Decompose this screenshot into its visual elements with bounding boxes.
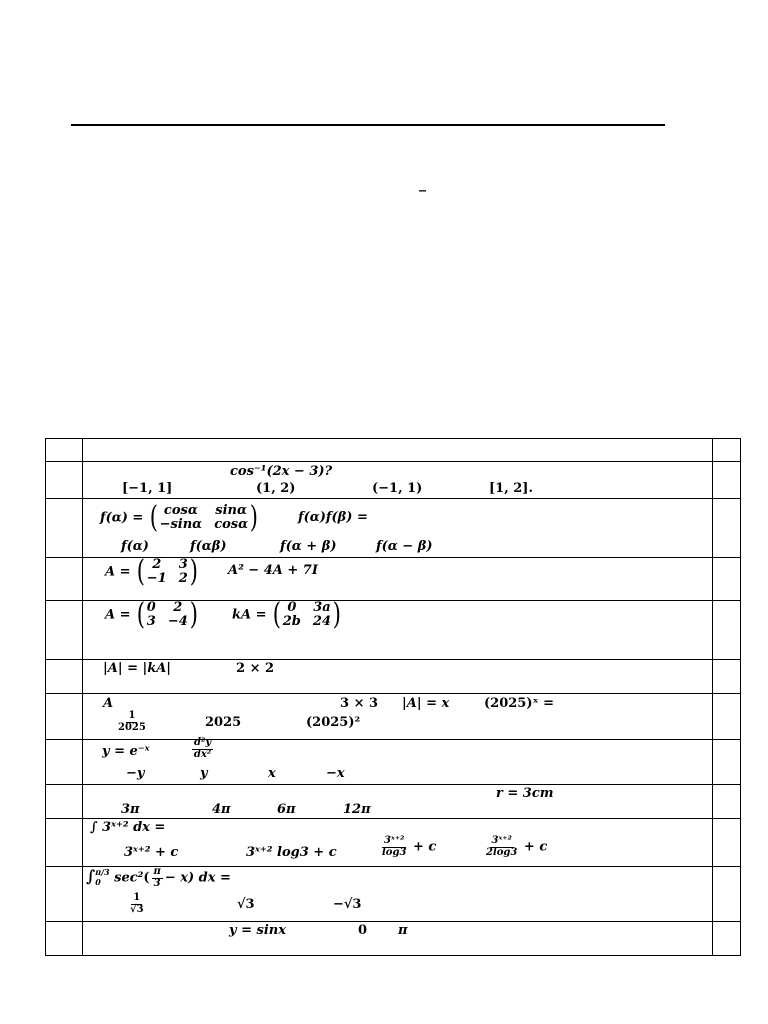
q1-option-d: [1, 2]. [489, 481, 533, 496]
q1-option-c: (−1, 1) [372, 481, 423, 496]
q10-option-b: √3 [237, 897, 255, 912]
q9-integral: ∫ 3ˣ⁺² dx = [90, 820, 166, 835]
q10-integral: ∫ π/3 0 sec²( $\frac{\pi}{3}$ − x) dx = [86, 866, 231, 889]
q2-option-b: f(αβ) [190, 539, 227, 554]
q1-stem: cos⁻¹(2x − 3)? [230, 464, 333, 479]
q7-option-c: x [268, 766, 276, 781]
q6-det: |A| = x [402, 696, 450, 711]
q8-option-d: 12π [343, 802, 371, 817]
q9-option-d: $\frac{\text{3ˣ⁺²}}{2\log 3}$ + c [486, 835, 548, 858]
q4-matrix-a: A = ( 0 2 3 −4 ) [105, 597, 198, 632]
q6-expression: (2025)ˣ = [484, 696, 555, 711]
q5-determinant: |A| = |kA| [103, 661, 172, 676]
q6-option-a: $\frac{1}{2025}$ [118, 710, 146, 733]
q6-option-b: 2025 [205, 715, 242, 730]
q4-matrix-ka: kA = ( 0 3a 2b 24 ) [232, 597, 341, 632]
q3-expression: A² − 4A + 7I [228, 563, 318, 578]
q8-option-a: 3π [121, 802, 140, 817]
q2-option-d: f(α − β) [376, 539, 433, 554]
q9-option-c: $\frac{\text{3ˣ⁺²}}{\log 3}$ + c [382, 835, 437, 858]
q9-option-a: 3ˣ⁺² + c [124, 845, 179, 860]
q7-derivative: $\frac{\text{d²y}}{\text{dx²}}$ [193, 737, 212, 760]
q10-option-a: $\frac{1}{√3}$ [130, 892, 144, 915]
q3-matrix-expr: A = ( 2 3 −1 2 ) [105, 554, 198, 589]
q10-option-c: −√3 [333, 897, 362, 912]
q2-matrix: ( cosα sinα −sinα cosα ) [149, 500, 259, 535]
header-dash: _ [419, 176, 426, 192]
q11-upper-bound: π [398, 923, 408, 938]
q3-matrix: ( 2 3 −1 2 ) [136, 554, 198, 589]
q7-option-b: y [200, 766, 208, 781]
q9-option-b: 3ˣ⁺² log3 + c [246, 845, 337, 860]
q5-dimension: 2 × 2 [236, 661, 275, 676]
q6-dimension: 3 × 3 [340, 696, 379, 711]
q7-function: y = e⁻ˣ [102, 744, 150, 759]
header-rule [71, 124, 665, 126]
q8-radius: r = 3cm [496, 786, 554, 801]
q2-matrix-expr [100, 500, 260, 535]
q2-rhs: f(α)f(β) = [298, 510, 368, 525]
q2-option-a: f(α) [121, 539, 149, 554]
q1-option-a: [−1, 1] [122, 481, 173, 496]
q7-option-d: −x [326, 766, 345, 781]
q8-option-c: 6π [277, 802, 296, 817]
q2-option-c: f(α + β) [280, 539, 337, 554]
q6-option-c: (2025)² [306, 715, 361, 730]
q8-option-b: 4π [212, 802, 231, 817]
q7-option-a: −y [126, 766, 145, 781]
q11-function: y = sinx [229, 923, 286, 938]
q11-lower-bound: 0 [358, 923, 368, 938]
q6-matrix-a: A [103, 696, 114, 711]
q2-lhs: f(α) = [100, 510, 144, 526]
q1-option-b: (1, 2) [256, 481, 296, 496]
